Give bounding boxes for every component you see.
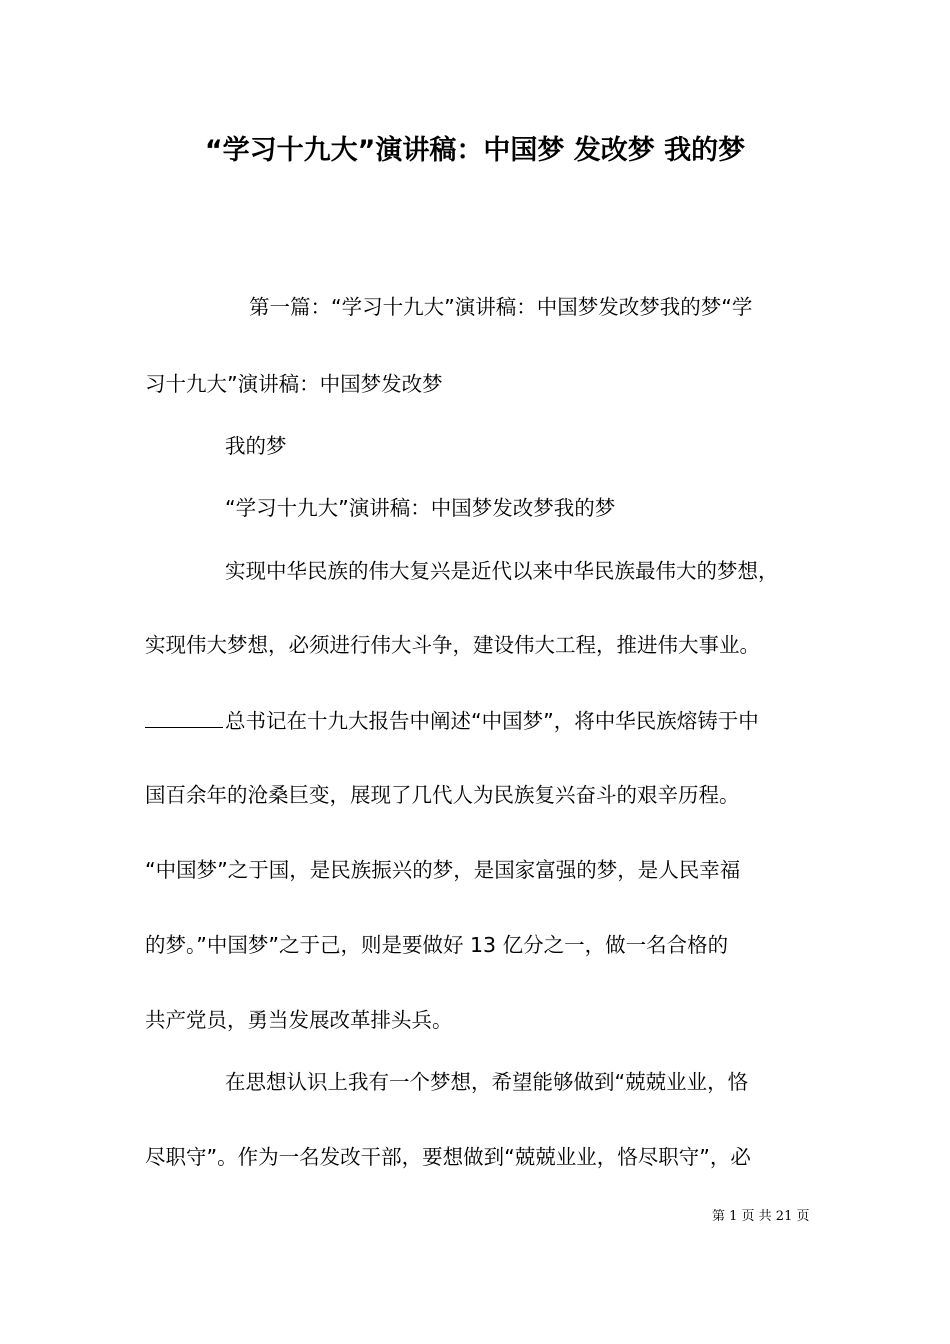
paragraph-line-11: 共产党员，勇当发展改革排头兵。 [145,1008,453,1032]
name-blank-underline [145,707,223,728]
paragraph-line-2: 习十九大”演讲稿：中国梦发改梦 [145,372,443,396]
paragraph-line-7 [145,706,759,736]
paragraph-line-5: 实现中华民族的伟大复兴是近代以来中华民族最伟大的梦想， [225,559,779,583]
document-title: “学习十九大”演讲稿：中国梦 发改梦 我的梦 [204,135,746,166]
paragraph-line-7-text: 总书记在十九大报告中阐述“中国梦”，将中华民族熔铸于中 [225,709,759,733]
paragraph-line-4: “学习十九大”演讲稿：中国梦发改梦我的梦 [225,496,616,520]
page-number: 第 1 页 共 21 页 [712,1209,810,1224]
paragraph-line-13: 尽职守”。作为一名发改干部，要想做到“兢兢业业，恪尽职守”，必 [145,1145,751,1169]
paragraph-line-3: 我的梦 [225,434,287,458]
paragraph-line-9: “中国梦”之于国，是民族振兴的梦，是国家富强的梦，是人民幸福 [145,858,741,882]
paragraph-line-6: 实现伟大梦想，必须进行伟大斗争，建设伟大工程，推进伟大事业。 [145,633,760,657]
paragraph-line-1: 第一篇：“学习十九大”演讲稿：中国梦发改梦我的梦“学 [249,295,753,319]
paragraph-line-10: 的梦。”中国梦”之于己，则是要做好 13 亿分之一，做一名合格的 [145,933,729,957]
paragraph-line-12: 在思想认识上我有一个梦想，希望能够做到“兢兢业业，恪 [225,1070,749,1094]
paragraph-line-8: 国百余年的沧桑巨变，展现了几代人为民族复兴奋斗的艰辛历程。 [145,783,740,807]
